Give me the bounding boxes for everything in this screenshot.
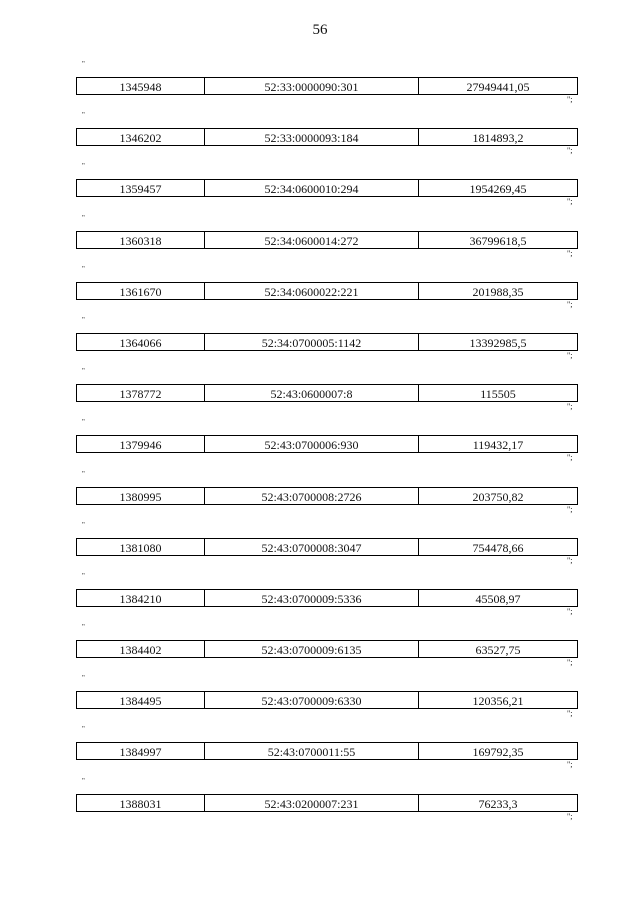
table-entry: [0, 367, 640, 418]
cadastral-number-cell: 52:43:0700008:2726: [205, 488, 419, 504]
table-entry: [0, 470, 640, 521]
closing-quote-mark: ";: [567, 555, 573, 565]
record-number-cell: 1364066: [77, 334, 205, 350]
table-row: [76, 179, 578, 197]
value-cell: 201988,35: [472, 284, 524, 299]
opening-quote-mark: ": [82, 213, 85, 222]
table-entry: [0, 265, 640, 316]
opening-quote-mark: ": [82, 623, 85, 632]
value-cell: 203750,82: [472, 489, 524, 504]
table-row: [76, 640, 578, 658]
record-number-cell: 1380995: [77, 488, 205, 504]
table-row: [76, 77, 578, 95]
closing-quote-mark: ";: [567, 248, 573, 258]
cadastral-number-cell: 52:43:0700011:55: [205, 743, 419, 759]
cadastral-number-cell: 52:43:0700009:5336: [205, 590, 419, 606]
cadastral-number-cell: 52:43:0700009:6135: [205, 641, 419, 657]
cadastral-number-cell: 52:43:0700008:3047: [205, 539, 419, 555]
opening-quote-mark: ": [82, 367, 85, 376]
table-row: [76, 589, 578, 607]
cadastral-number-cell: 52:43:0200007:231: [205, 795, 419, 811]
table-row: [76, 487, 578, 505]
record-number-cell: 1384997: [77, 743, 205, 759]
cadastral-number-cell: 52:43:0600007:8: [205, 385, 419, 401]
opening-quote-mark: ": [82, 571, 85, 580]
record-number-cell: 1359457: [77, 180, 205, 196]
record-number-cell: 1378772: [77, 385, 205, 401]
record-number-cell: 1360318: [77, 232, 205, 248]
table-row: [76, 742, 578, 760]
table-entry: [0, 111, 640, 162]
table-row: [76, 538, 578, 556]
entries-list: [0, 60, 640, 828]
cadastral-number-cell: 52:34:0600010:294: [205, 180, 419, 196]
table-entry: [0, 60, 640, 111]
value-cell: 169792,35: [472, 745, 524, 760]
closing-quote-mark: ";: [567, 811, 573, 821]
record-number-cell: 1388031: [77, 795, 205, 811]
table-row: [76, 691, 578, 709]
value-cell: 45508,97: [475, 591, 521, 606]
record-number-cell: 1384210: [77, 590, 205, 606]
table-entry: [0, 777, 640, 828]
record-number-cell: 1379946: [77, 436, 205, 452]
closing-quote-mark: ";: [567, 453, 573, 463]
opening-quote-mark: ": [82, 111, 85, 120]
table-row: [76, 333, 578, 351]
opening-quote-mark: ": [82, 60, 85, 68]
opening-quote-mark: ": [82, 520, 85, 529]
table-entry: [0, 418, 640, 469]
value-cell: 119432,17: [472, 438, 524, 453]
cadastral-number-cell: 52:43:0700009:6330: [205, 692, 419, 708]
closing-quote-mark: ";: [567, 658, 573, 668]
cadastral-number-cell: 52:34:0600022:221: [205, 283, 419, 299]
table-row: [76, 128, 578, 146]
closing-quote-mark: ";: [567, 197, 573, 207]
opening-quote-mark: ": [82, 162, 85, 171]
value-cell: 1954269,45: [469, 182, 527, 197]
table-row: [76, 435, 578, 453]
table-entry: [0, 316, 640, 367]
opening-quote-mark: ": [82, 674, 85, 683]
page-number: 56: [312, 22, 328, 38]
record-number-cell: 1345948: [77, 78, 205, 94]
table-entry: [0, 214, 640, 265]
table-entry: [0, 674, 640, 725]
value-cell: 76233,3: [478, 796, 518, 811]
table-row: [76, 231, 578, 249]
table-entry: [0, 572, 640, 623]
table-entry: [0, 162, 640, 213]
table-entry: [0, 623, 640, 674]
closing-quote-mark: ";: [567, 606, 573, 616]
value-cell: 13392985,5: [469, 335, 527, 350]
cadastral-number-cell: 52:33:0000090:301: [205, 78, 419, 94]
opening-quote-mark: ": [82, 776, 85, 785]
cadastral-number-cell: 52:34:0600014:272: [205, 232, 419, 248]
opening-quote-mark: ": [82, 469, 85, 478]
closing-quote-mark: ";: [567, 299, 573, 309]
record-number-cell: 1381080: [77, 539, 205, 555]
opening-quote-mark: ": [82, 264, 85, 273]
closing-quote-mark: ";: [567, 95, 573, 104]
value-cell: 63527,75: [475, 643, 521, 658]
value-cell: 1814893,2: [472, 131, 524, 146]
cadastral-number-cell: 52:43:0700006:930: [205, 436, 419, 452]
table-row: [76, 282, 578, 300]
closing-quote-mark: ";: [567, 709, 573, 719]
value-cell: 36799618,5: [469, 233, 527, 248]
opening-quote-mark: ": [82, 315, 85, 324]
table-entry: [0, 725, 640, 776]
value-cell: 754478,66: [472, 540, 524, 555]
closing-quote-mark: ";: [567, 504, 573, 514]
record-number-cell: 1346202: [77, 129, 205, 145]
cadastral-number-cell: 52:34:0700005:1142: [205, 334, 419, 350]
closing-quote-mark: ";: [567, 760, 573, 770]
value-cell: 115505: [480, 387, 516, 402]
opening-quote-mark: ": [82, 725, 85, 734]
value-cell: 27949441,05: [466, 80, 530, 94]
record-number-cell: 1384495: [77, 692, 205, 708]
table-entry: [0, 521, 640, 572]
table-row: [76, 794, 578, 812]
closing-quote-mark: ";: [567, 146, 573, 156]
closing-quote-mark: ";: [567, 402, 573, 412]
record-number-cell: 1384402: [77, 641, 205, 657]
value-cell: 120356,21: [472, 694, 524, 709]
opening-quote-mark: ": [82, 418, 85, 427]
table-row: [76, 384, 578, 402]
cadastral-number-cell: 52:33:0000093:184: [205, 129, 419, 145]
record-number-cell: 1361670: [77, 283, 205, 299]
closing-quote-mark: ";: [567, 350, 573, 360]
